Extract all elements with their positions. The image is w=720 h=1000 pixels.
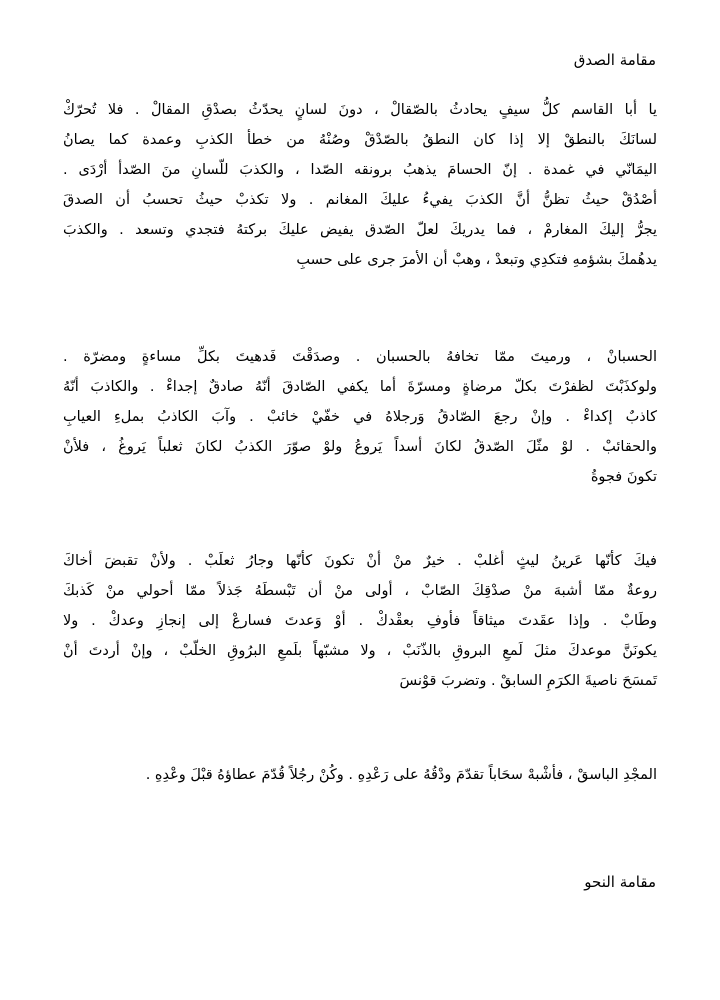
text-line: يكونَنَّ موعدكَ مثلَ لَمعِ البروقِ بالذّنَبْ ، ولا مشبّهاً بلَمعِ البرُوقِ الخلّبْ ، وإنْ أردتَ أنْ [63,643,657,659]
text-line: لسانَكَ بالنطقْ إلا إذا كان النطقُ بالصّدْقْ وصُنْهُ من خطأ الكذبِ وعمدة كما يصانُ [63,132,657,148]
maqama-sidq-title: مقامة الصدق [573,51,656,69]
text-line: والحقائبْ . لوْ مثّلَ الصّدقُ لكانَ أسداً يَروعُ ولوْ صوّرَ الكذبُ لكانَ ثعلباً يَروغُ ، فلأنْ [63,439,657,455]
text-line: أصْدُقْ حيثُ تظنُّ أنَّ الكذبَ يفيءُ عليكَ المغانم . ولا تكذبْ حيثُ تحسبُ أن الصدقَ [63,192,657,208]
text-line: يا أبا القاسم كلُّ سيفٍ يحادثُ بالصّقالْ ، دونَ لسانٍ يحدّثُ بصدْقِ المقالْ . فلا تُحرّكْ [63,102,657,118]
text-line: ولوكذَبْتَ لظفرْتَ بكلّ مرضاةٍ ومسرّةَ أما يكفي الصّادقَ أنّهُ صادقٌ إجداءْ . والكاذبَ أنّهُ [63,379,657,395]
text-line: اليمَانّي في غمدة . إنّ الحسامَ يذهبُ برونقه الصّدا ، والكذبَ للّسانِ منَ الصّدأ أرْدَى . [63,162,657,178]
paragraph-4 [63,760,657,790]
maqama-nahw-title: مقامة النحو [584,873,656,891]
text-line: فيكَ كأنّها عَرينُ ليثٍ أغلبْ . خيرٌ منْ أنْ تكونَ كأنّها وجارُ ثعلَبْ . ولأنْ تقبضَ أخاكَ [63,553,657,569]
paragraph-1 [63,95,657,275]
text-line: كاذبٌ إكداءْ . وإنْ رجعَ الصّادقُ وَرجلاهُ في خفّيْ خائبْ . وآبَ الكاذبُ بملءِ العيابِ [63,409,657,425]
text-line: روعةٌ ممّا أشبهَ منْ صدْقِكَ الصّابْ ، أولى منْ أن تَبْسطَهُ جَذلاً ممّا أحولي منْ كَذبكَ [63,583,657,599]
text-line: الحسبانْ ، ورميتَ ممّا تخافهُ بالحسبان . وصدَقْتَ فَدهيتَ بكلِّ مساءةٍ ومضرّة . [63,349,657,365]
text-line: تَمسَحَ ناصيةَ الكرَمِ السابقْ . وتضربَ قوْنسَ [399,673,657,689]
paragraph-3 [63,546,657,696]
paragraph-2 [63,342,657,492]
text-line: وطَابْ . وإذا عقَدتَ ميثاقاً فأوفِ بعقْدكْ . أوْ وَعدتَ فسارعْ إلى إنجازِ وعدكْ . ولا [63,613,657,629]
text-line: المجْدِ الباسقْ ، فأشْبهْ سحَاباً تقدّمَ ودْقُهُ على رَعْدِهِ . وكُنْ رجُلاً قُدّمَ عطاؤهُ قبْلَ وعْدِهِ . [145,767,657,783]
text-line: يدهُمكَ بشؤمهِ فتكدِي وتبعدْ ، وهبْ أن الأمرَ جرى على حسبِ [296,252,657,268]
text-line: تكونَ فجوةُ [590,469,657,485]
text-line: يجرُّ إليكَ المغارمْ ، فما يدريكَ لعلّ الصّدق يفيض عليكَ بركتهُ فتجدي وتسعد . والكذبَ [63,222,657,238]
